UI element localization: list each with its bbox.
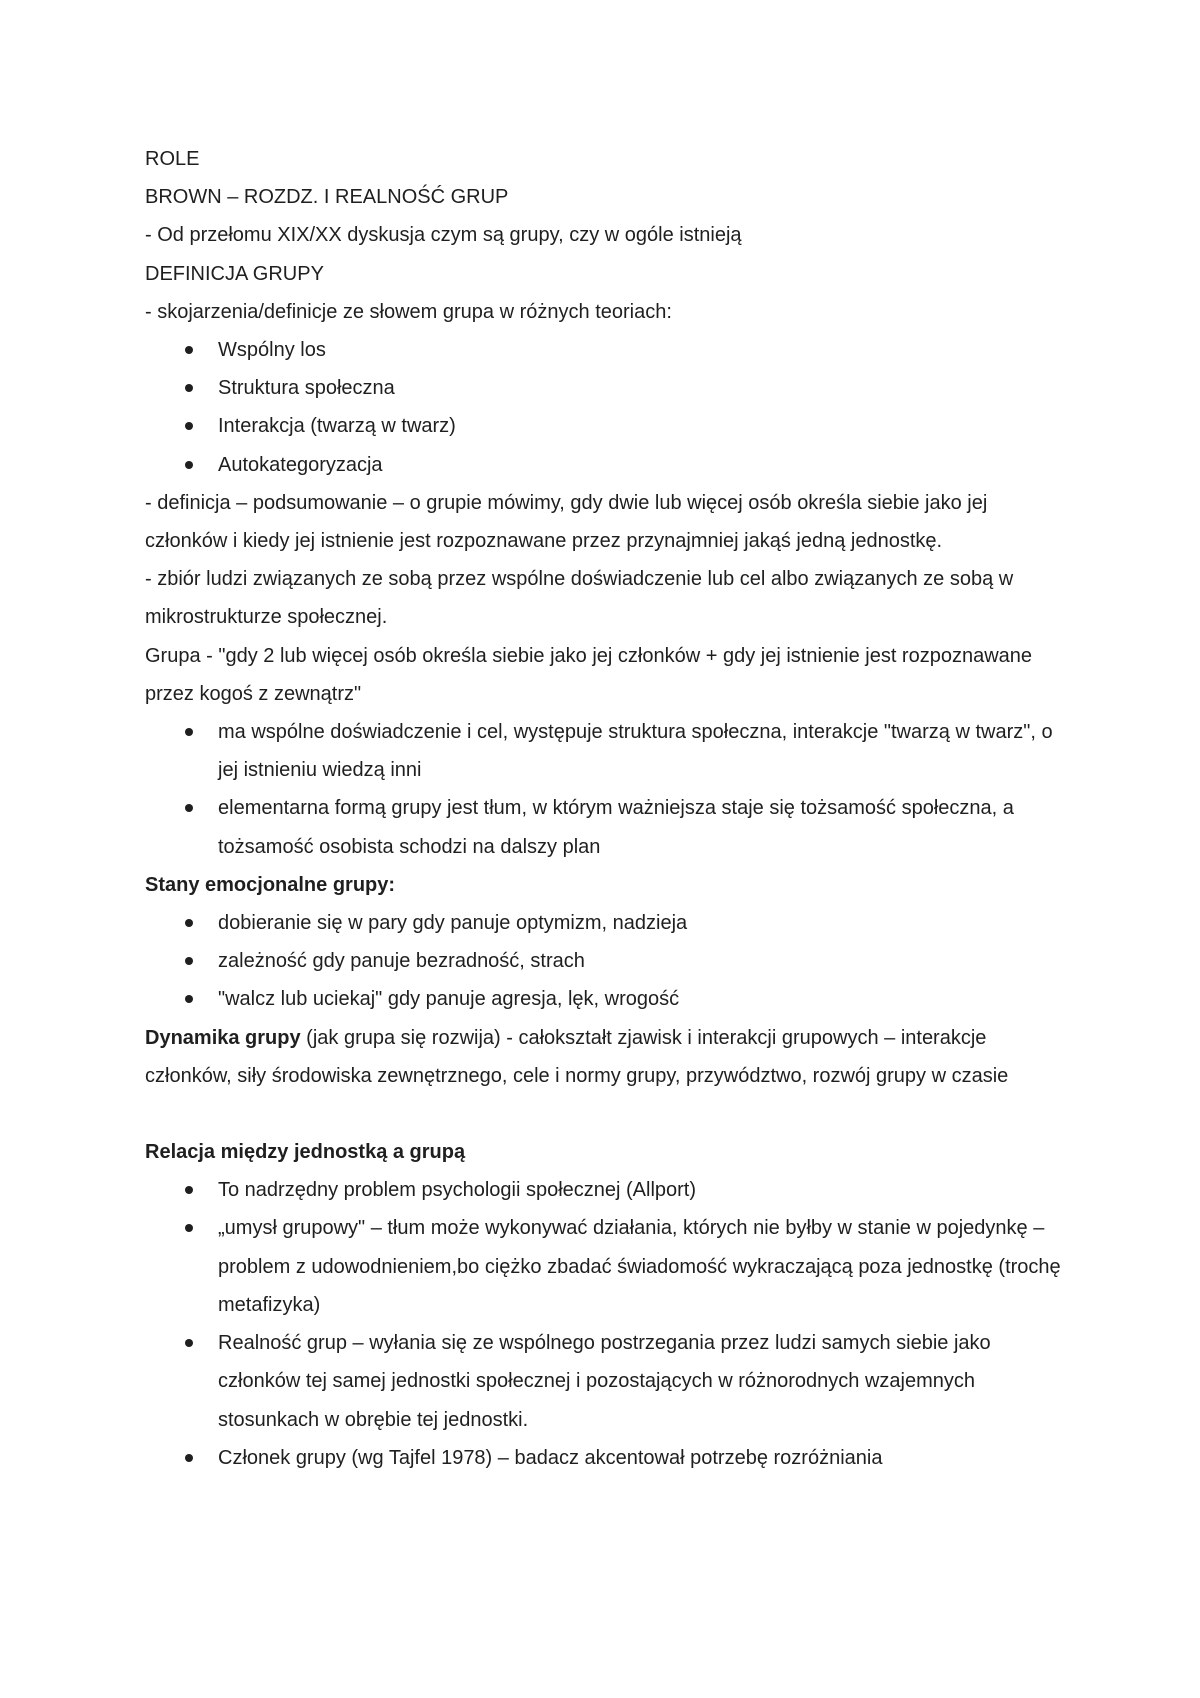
- list-item: "walcz lub uciekaj" gdy panuje agresja, lęk, wrogość: [145, 980, 1065, 1018]
- list-item: Członek grupy (wg Tajfel 1978) – badacz akcentował potrzebę rozróżniania: [145, 1439, 1065, 1477]
- list-item: Struktura społeczna: [145, 369, 1065, 407]
- list-item: To nadrzędny problem psychologii społecznej (Allport): [145, 1171, 1065, 1209]
- list-item: Autokategoryzacja: [145, 446, 1065, 484]
- associations-list: [145, 331, 1065, 484]
- spacer: [145, 1095, 1065, 1133]
- relation-list: [145, 1171, 1065, 1477]
- dynamics-paragraph: [145, 1019, 1065, 1095]
- list-item: „umysł grupowy" – tłum może wykonywać działania, których nie byłby w stanie w pojedynkę – problem z udowodnieniem,bo ciężko zbadać świadomość wykraczającą poza jednostkę (trochę metafizyka): [145, 1209, 1065, 1324]
- chapter-heading: BROWN – ROZDZ. I REALNOŚĆ GRUP: [145, 186, 509, 209]
- document-body: [145, 140, 1065, 1477]
- collection-paragraph: - zbiór ludzi związanych ze sobą przez wspólne doświadczenie lub cel albo związanych ze sobą w mikrostrukturze społecznej.: [145, 568, 1014, 629]
- emotional-states-list: [145, 904, 1065, 1019]
- definition-paragraph: - definicja – podsumowanie – o grupie mówimy, gdy dwie lub więcej osób określa siebie jako jej członków i kiedy jej istnienie jest rozpoznawane przez przynajmniej jakąś jedną jednostkę.: [145, 491, 988, 553]
- list-item: ma wspólne doświadczenie i cel, występuje struktura społeczna, interakcje "twarzą w twarz", o jej istnieniu wiedzą inni: [145, 713, 1065, 789]
- list-item: Interakcja (twarzą w twarz): [145, 407, 1065, 445]
- intro-line: - Od przełomu XIX/XX dyskusja czym są grupy, czy w ogóle istnieją: [145, 224, 742, 247]
- relation-heading: Relacja między jednostką a grupą: [145, 1141, 466, 1164]
- group-paragraph: Grupa - "gdy 2 lub więcej osób określa siebie jako jej członków + gdy jej istnienie jest rozpoznawane przez kogoś z zewnątrz": [145, 644, 1033, 705]
- emotional-states-heading: Stany emocjonalne grupy:: [145, 873, 396, 896]
- list-item: dobieranie się w pary gdy panuje optymizm, nadzieja: [145, 904, 1065, 942]
- list-item: elementarna formą grupy jest tłum, w którym ważniejsza staje się tożsamość społeczna, a tożsamość osobista schodzi na dalszy plan: [145, 789, 1065, 865]
- associations-line: - skojarzenia/definicje ze słowem grupa w różnych teoriach:: [145, 300, 672, 323]
- list-item: zależność gdy panuje bezradność, strach: [145, 942, 1065, 980]
- list-item: Realność grup – wyłania się ze wspólnego postrzegania przez ludzi samych siebie jako członków tej samej jednostki społecznej i pozostających w różnorodnych wzajemnych stosunkach w obrębie tej jednostki.: [145, 1324, 1065, 1439]
- group-features-list: [145, 713, 1065, 866]
- section-heading-definicja: DEFINICJA GRUPY: [145, 262, 324, 285]
- dynamics-text: (jak grupa się rozwija) - całokształt zjawisk i interakcji grupowych – interakcje członków, siły środowiska zewnętrznego, cele i normy grupy, przywództwo, rozwój grupy w czasie: [145, 1026, 1009, 1087]
- dynamics-term: Dynamika grupy: [145, 1026, 301, 1049]
- title-role: ROLE: [145, 148, 200, 170]
- list-item: Wspólny los: [145, 331, 1065, 369]
